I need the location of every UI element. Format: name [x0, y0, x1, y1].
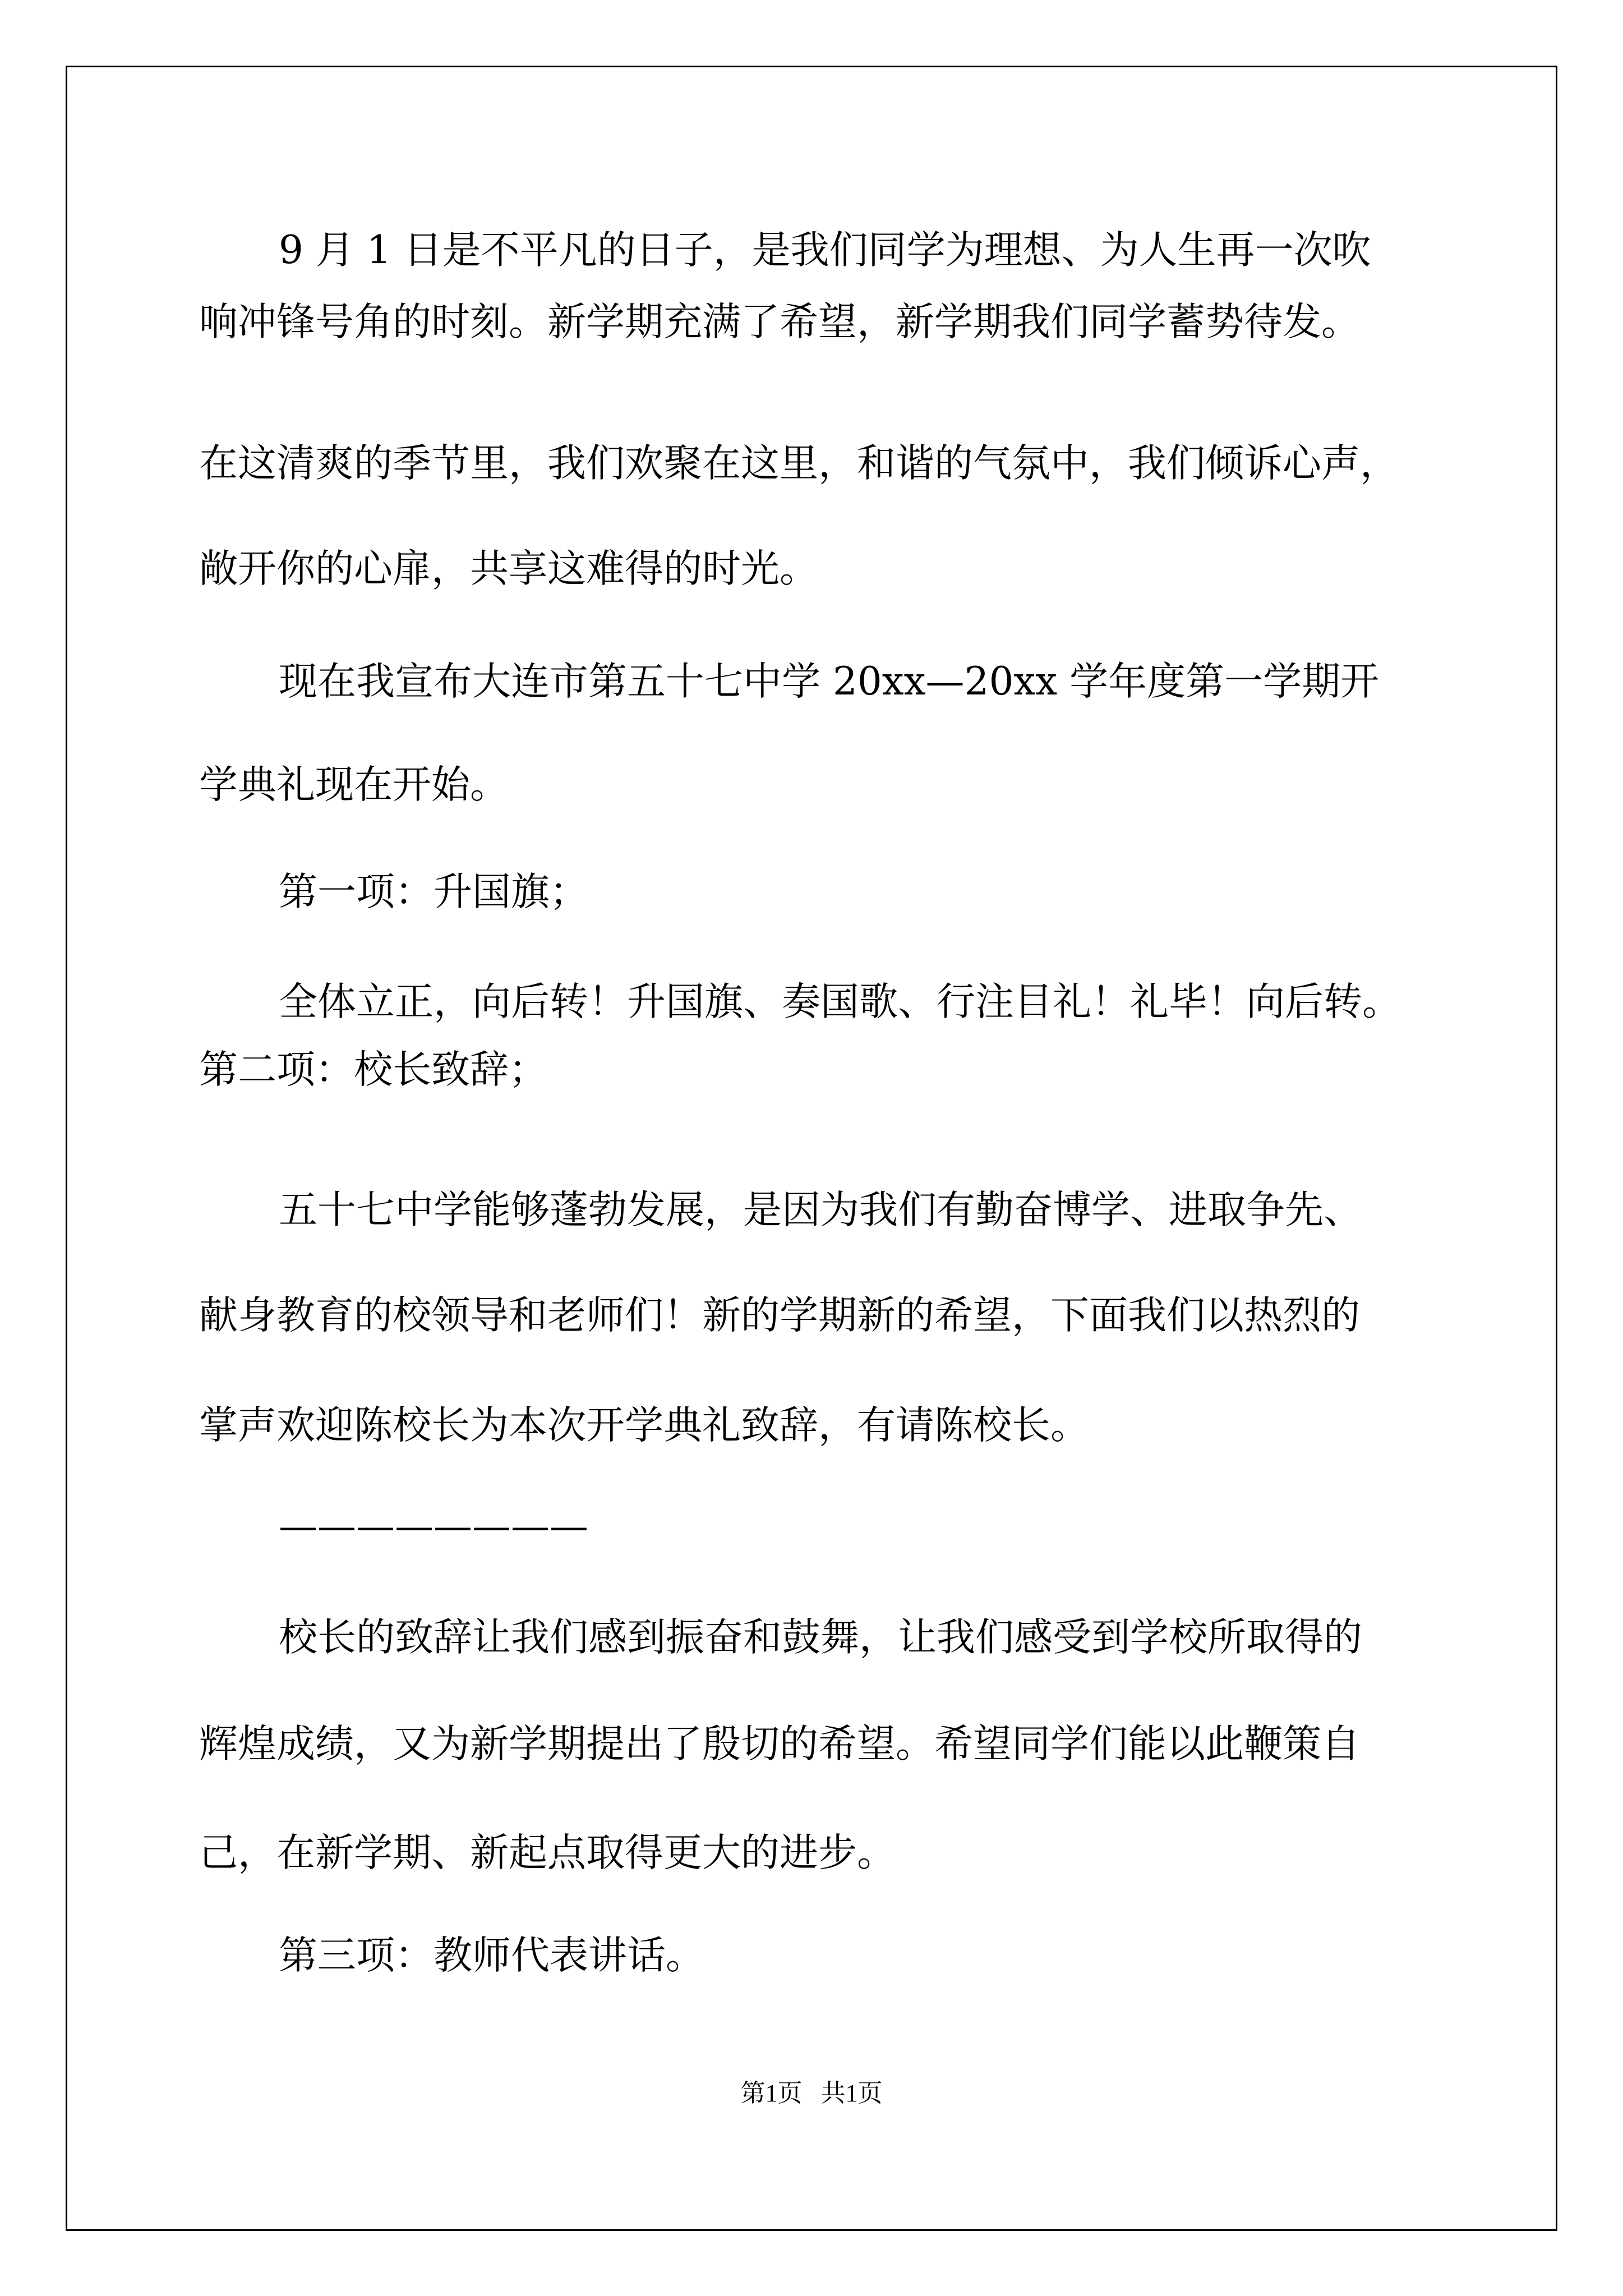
text-line: 9 月 1 日是不平凡的日子，是我们同学为理想、为人生再一次吹: [279, 228, 1371, 273]
text-line: 掌声欢迎陈校长为本次开学典礼致辞，有请陈校长。: [199, 1403, 1089, 1448]
text-line: 辉煌成绩，又为新学期提出了殷切的希望。希望同学们能以此鞭策自: [199, 1722, 1360, 1766]
page-footer: 第1页 共1页: [740, 2079, 883, 2107]
text-line: 敞开你的心扉，共享这难得的时光。: [199, 546, 818, 591]
text-line: 第二项：校长致辞；: [199, 1047, 547, 1092]
text-line: 全体立正，向后转！升国旗、奏国歌、行注目礼！礼毕！向后转。: [279, 979, 1401, 1024]
separator-dashes: ————————: [279, 1504, 588, 1549]
text-line: 第一项：升国旗；: [279, 869, 588, 914]
text-line: 献身教育的校领导和老师们！新的学期新的希望，下面我们以热烈的: [199, 1293, 1360, 1338]
text-line: 校长的致辞让我们感到振奋和鼓舞，让我们感受到学校所取得的: [279, 1615, 1362, 1660]
text-line: 现在我宣布大连市第五十七中学 20xx—20xx 学年度第一学期开: [279, 659, 1380, 704]
text-line: 在这清爽的季节里，我们欢聚在这里，和谐的气氛中，我们倾诉心声，: [199, 441, 1399, 486]
text-line: 己，在新学期、新起点取得更大的进步。: [199, 1830, 896, 1875]
text-line: 五十七中学能够蓬勃发展，是因为我们有勤奋博学、进取争先、: [279, 1188, 1362, 1232]
text-line: 第三项：教师代表讲话。: [279, 1933, 704, 1978]
page-border: [66, 66, 1557, 2231]
text-line: 学典礼现在开始。: [199, 762, 509, 807]
text-line: 响冲锋号角的时刻。新学期充满了希望，新学期我们同学蓄势待发。: [199, 300, 1360, 344]
